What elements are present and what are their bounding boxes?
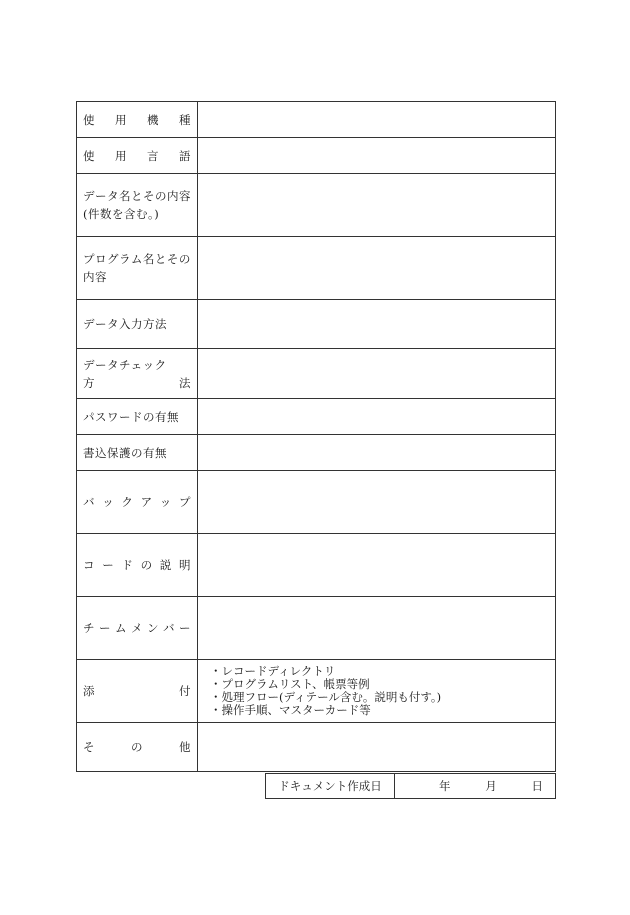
row-program-name (77, 237, 556, 300)
document-date-value[interactable] (395, 774, 556, 799)
label-char: ク (121, 495, 134, 509)
label-data-check (77, 349, 198, 399)
label-char: そ (83, 740, 95, 754)
label-char: 使 (83, 112, 95, 127)
row-language (77, 138, 556, 174)
value-language[interactable] (198, 138, 556, 174)
value-data-name[interactable] (198, 174, 556, 237)
label-char: ー (179, 621, 191, 635)
label-char: ー (99, 621, 111, 635)
label-char: 機 (147, 112, 159, 127)
label-char: 種 (179, 112, 191, 127)
value-data-input[interactable] (198, 300, 556, 349)
label-char: 用 (115, 148, 127, 163)
label-data-name (77, 174, 198, 237)
row-password (77, 399, 556, 435)
label-write-protect (77, 435, 198, 471)
row-team-members (77, 597, 556, 660)
form-table (76, 101, 556, 772)
day-label: 日 (531, 779, 543, 793)
label-program-name (77, 237, 198, 300)
attachment-text: プログラムリスト、帳票等例 (221, 677, 370, 691)
label-code-description (77, 534, 198, 597)
attachment-text: 処理フロー(ディテール含む。説明も付す。) (221, 690, 442, 704)
value-data-check[interactable] (198, 349, 556, 399)
label-char: ア (140, 495, 153, 509)
label-char: ー (102, 558, 115, 572)
label-char: ム (115, 621, 127, 635)
label-char: 使 (83, 148, 95, 163)
attachment-item (210, 704, 543, 717)
label-text: データ名とその内容(件数を含む。) (83, 189, 191, 221)
label-other (77, 723, 198, 772)
value-backup[interactable] (198, 471, 556, 534)
label-char: ッ (102, 495, 115, 509)
label-password (77, 399, 198, 435)
row-backup (77, 471, 556, 534)
value-write-protect[interactable] (198, 435, 556, 471)
row-attachments (77, 660, 556, 723)
row-model (77, 102, 556, 138)
attachment-text: 操作手順、マスターカード等 (221, 703, 371, 717)
year-label: 年 (439, 779, 451, 793)
label-text: パスワードの有無 (83, 409, 179, 424)
month-label: 月 (485, 779, 497, 793)
attachment-list (210, 665, 543, 717)
row-other (77, 723, 556, 772)
value-password[interactable] (198, 399, 556, 435)
label-char: ン (147, 621, 159, 635)
label-char: ド (121, 558, 134, 572)
label-text: データチェック (83, 357, 167, 372)
value-attachments (198, 660, 556, 723)
label-data-input (77, 300, 198, 349)
label-char: 添 (83, 684, 95, 698)
value-code-description[interactable] (198, 534, 556, 597)
row-data-name (77, 174, 556, 237)
label-char: の (140, 558, 153, 572)
label-char: 方 (83, 375, 95, 390)
label-backup (77, 471, 198, 534)
label-text: データ入力方法 (83, 317, 167, 331)
value-team-members[interactable] (198, 597, 556, 660)
label-char: チ (83, 621, 95, 635)
label-text: プログラム名とその内容 (83, 252, 191, 284)
label-char: ッ (159, 495, 172, 509)
label-char: バ (83, 495, 95, 509)
label-char: 明 (178, 558, 191, 572)
label-char: 言 (147, 148, 159, 163)
label-char: コ (83, 558, 95, 572)
label-language (77, 138, 198, 174)
label-char: 法 (179, 375, 191, 390)
label-char: プ (178, 495, 191, 509)
value-model[interactable] (198, 102, 556, 138)
row-code-description (77, 534, 556, 597)
label-text: 書込保護の有無 (83, 445, 167, 460)
label-char: の (131, 740, 143, 754)
label-char: メ (131, 621, 143, 635)
label-char: 説 (159, 558, 172, 572)
document-date-label: ドキュメント作成日 (266, 774, 395, 799)
row-data-input (77, 300, 556, 349)
label-attachments (77, 660, 198, 723)
attachment-text: レコードディレクトリ (221, 664, 336, 678)
value-other[interactable] (198, 723, 556, 772)
row-data-check (77, 349, 556, 399)
label-team-members (77, 597, 198, 660)
value-program-name[interactable] (198, 237, 556, 300)
row-write-protect (77, 435, 556, 471)
label-model (77, 102, 198, 138)
label-char: バ (163, 621, 175, 635)
label-char: 付 (179, 684, 191, 698)
document-date-table (265, 773, 556, 799)
label-char: 用 (115, 112, 127, 127)
label-char: 語 (179, 148, 191, 163)
label-char: 他 (179, 740, 191, 754)
